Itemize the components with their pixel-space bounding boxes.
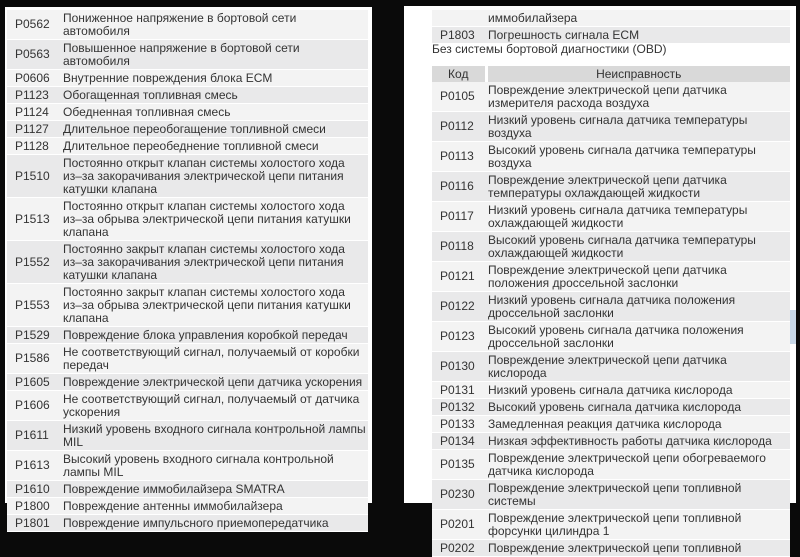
fault-description: Повреждение электрической цепи топливной форсунки цилиндра 1 — [486, 510, 790, 540]
section-heading-no-obd: Без системы бортовой диагностики (OBD) — [432, 42, 667, 56]
table-row — [7, 284, 368, 327]
fault-codes-table-left — [7, 10, 368, 532]
table-row — [7, 40, 368, 70]
fault-description: Низкая эффективность работы датчика кислорода — [486, 433, 790, 450]
fault-code: P0131 — [432, 382, 486, 399]
fault-description: Низкий уровень сигнала датчика температуры воздуха — [486, 112, 790, 142]
fault-description: Повреждение антенны иммобилайзера — [61, 498, 368, 515]
fault-description: Повреждение электрической цепи датчика кислорода — [486, 352, 790, 382]
table-row — [7, 391, 368, 421]
fault-description: Длительное переобеднение топливной смеси — [61, 138, 368, 155]
table-row — [7, 138, 368, 155]
fault-description: Повреждение электрической цепи топливной — [486, 540, 790, 557]
fault-code: P1552 — [7, 241, 61, 284]
fault-description: Низкий уровень сигнала датчика положения дроссельной заслонки — [486, 292, 790, 322]
fault-code: P0117 — [432, 202, 486, 232]
fault-code: P0230 — [432, 480, 486, 510]
fault-description: Повышенное напряжение в бортовой сети автомобиля — [61, 40, 368, 70]
table-row — [7, 515, 368, 532]
table-row — [7, 344, 368, 374]
fault-description: Обедненная топливная смесь — [61, 104, 368, 121]
fault-description: Повреждение импульсного приемопередатчика — [61, 515, 368, 532]
table-row — [432, 480, 790, 510]
fault-description: Повреждение электрической цепи топливной системы — [486, 480, 790, 510]
fault-code: P1510 — [7, 155, 61, 198]
table-row — [432, 322, 790, 352]
fault-description: Высокий уровень сигнала датчика кислорода — [486, 399, 790, 416]
fault-codes-table-continued — [432, 10, 790, 44]
table-row — [432, 27, 790, 44]
table-row — [432, 112, 790, 142]
table-row — [7, 155, 368, 198]
fault-code: P0135 — [432, 450, 486, 480]
fault-code: P1800 — [7, 498, 61, 515]
fault-description: Высокий уровень сигнала датчика температуры воздуха — [486, 142, 790, 172]
fault-code: P1513 — [7, 198, 61, 241]
fault-code — [432, 10, 486, 27]
fault-code: P0123 — [432, 322, 486, 352]
table-row — [7, 327, 368, 344]
fault-description: Повреждение электрической цепи датчика температуры охлаждающей жидкости — [486, 172, 790, 202]
fault-code: P0132 — [432, 399, 486, 416]
fault-code: P0201 — [432, 510, 486, 540]
table-row — [7, 70, 368, 87]
table-row — [7, 198, 368, 241]
fault-description: Повреждение блока управления коробкой передач — [61, 327, 368, 344]
table-header-row — [432, 66, 790, 82]
fault-code: P1610 — [7, 481, 61, 498]
table-row — [7, 241, 368, 284]
table-row — [432, 262, 790, 292]
fault-codes-table-no-obd — [432, 66, 790, 557]
table-row — [432, 352, 790, 382]
fault-description: Низкий уровень сигнала датчика температуры охлаждающей жидкости — [486, 202, 790, 232]
fault-description: иммобилайзера — [486, 10, 790, 27]
fault-description: Замедленная реакция датчика кислорода — [486, 416, 790, 433]
table-row — [432, 202, 790, 232]
table-row — [432, 82, 790, 112]
table-row — [7, 451, 368, 481]
fault-code: P1803 — [432, 27, 486, 44]
table-row — [7, 121, 368, 138]
fault-code: P1586 — [7, 344, 61, 374]
table-row — [7, 87, 368, 104]
fault-code: P0133 — [432, 416, 486, 433]
fault-description: Пониженное напряжение в бортовой сети автомобиля — [61, 10, 368, 40]
fault-code: P0112 — [432, 112, 486, 142]
left-page — [5, 7, 372, 530]
table-row — [7, 498, 368, 515]
fault-code: P1613 — [7, 451, 61, 481]
table-row — [432, 510, 790, 540]
scrollbar-thumb[interactable] — [790, 310, 796, 344]
table-row — [432, 416, 790, 433]
fault-description: Повреждение иммобилайзера SMATRA — [61, 481, 368, 498]
fault-code: P1124 — [7, 104, 61, 121]
table-row — [432, 232, 790, 262]
fault-description: Высокий уровень сигнала датчика температуры охлаждающей жидкости — [486, 232, 790, 262]
table-row — [7, 104, 368, 121]
fault-code: P0606 — [7, 70, 61, 87]
fault-description: Постоянно закрыт клапан системы холостого хода из–за обрыва электрической цепи питания катушки клапана — [61, 284, 368, 327]
fault-description: Не соответствующий сигнал, получаемый от коробки передач — [61, 344, 368, 374]
fault-description: Низкий уровень входного сигнала контрольной лампы MIL — [61, 421, 368, 451]
fault-description: Повреждение электрической цепи датчика ускорения — [61, 374, 368, 391]
fault-description: Постоянно закрыт клапан системы холостого хода из–за закорачивания электрической цепи питания катушки клапана — [61, 241, 368, 284]
fault-description: Низкий уровень сигнала датчика кислорода — [486, 382, 790, 399]
fault-code: P0118 — [432, 232, 486, 262]
fault-code: P0130 — [432, 352, 486, 382]
fault-code: P0116 — [432, 172, 486, 202]
table-row — [432, 382, 790, 399]
fault-code: P1529 — [7, 327, 61, 344]
table-row — [7, 374, 368, 391]
fault-description: Обогащенная топливная смесь — [61, 87, 368, 104]
fault-code: P1127 — [7, 121, 61, 138]
fault-description: Высокий уровень входного сигнала контрольной лампы MIL — [61, 451, 368, 481]
table-row — [432, 142, 790, 172]
column-header-fault: Неисправность — [486, 66, 790, 82]
fault-code: P1605 — [7, 374, 61, 391]
fault-code: P1553 — [7, 284, 61, 327]
fault-description: Высокий уровень сигнала датчика положения дроссельной заслонки — [486, 322, 790, 352]
fault-code: P1128 — [7, 138, 61, 155]
table-row — [432, 172, 790, 202]
fault-code: P1606 — [7, 391, 61, 421]
fault-description: Повреждение электрической цепи датчика положения дроссельной заслонки — [486, 262, 790, 292]
table-row — [7, 10, 368, 40]
fault-code: P0563 — [7, 40, 61, 70]
fault-code: P1801 — [7, 515, 61, 532]
column-header-code: Код — [432, 66, 486, 82]
right-page — [404, 6, 796, 555]
table-row — [432, 399, 790, 416]
table-row — [432, 540, 790, 557]
fault-code: P0121 — [432, 262, 486, 292]
fault-description: Повреждение электрической цепи датчика измерителя расхода воздуха — [486, 82, 790, 112]
fault-code: P0562 — [7, 10, 61, 40]
fault-description: Постоянно открыт клапан системы холостого хода из–за закорачивания электрической цепи питания катушки клапана — [61, 155, 368, 198]
fault-code: P0134 — [432, 433, 486, 450]
fault-description: Длительное переобогащение топливной смеси — [61, 121, 368, 138]
table-row — [7, 421, 368, 451]
fault-code: P0113 — [432, 142, 486, 172]
fault-description: Повреждение электрической цепи обогреваемого датчика кислорода — [486, 450, 790, 480]
fault-code: P0105 — [432, 82, 486, 112]
fault-description: Погрешность сигнала ECM — [486, 27, 790, 44]
fault-description: Постоянно открыт клапан системы холостого хода из–за обрыва электрической цепи питания катушки клапана — [61, 198, 368, 241]
table-row — [7, 481, 368, 498]
fault-code: P1123 — [7, 87, 61, 104]
fault-description: Внутренние повреждения блока ECM — [61, 70, 368, 87]
fault-code: P1611 — [7, 421, 61, 451]
table-row — [432, 10, 790, 27]
table-row — [432, 450, 790, 480]
table-row — [432, 433, 790, 450]
fault-description: Не соответствующий сигнал, получаемый от датчика ускорения — [61, 391, 368, 421]
fault-code: P0202 — [432, 540, 486, 557]
table-row — [432, 292, 790, 322]
fault-code: P0122 — [432, 292, 486, 322]
